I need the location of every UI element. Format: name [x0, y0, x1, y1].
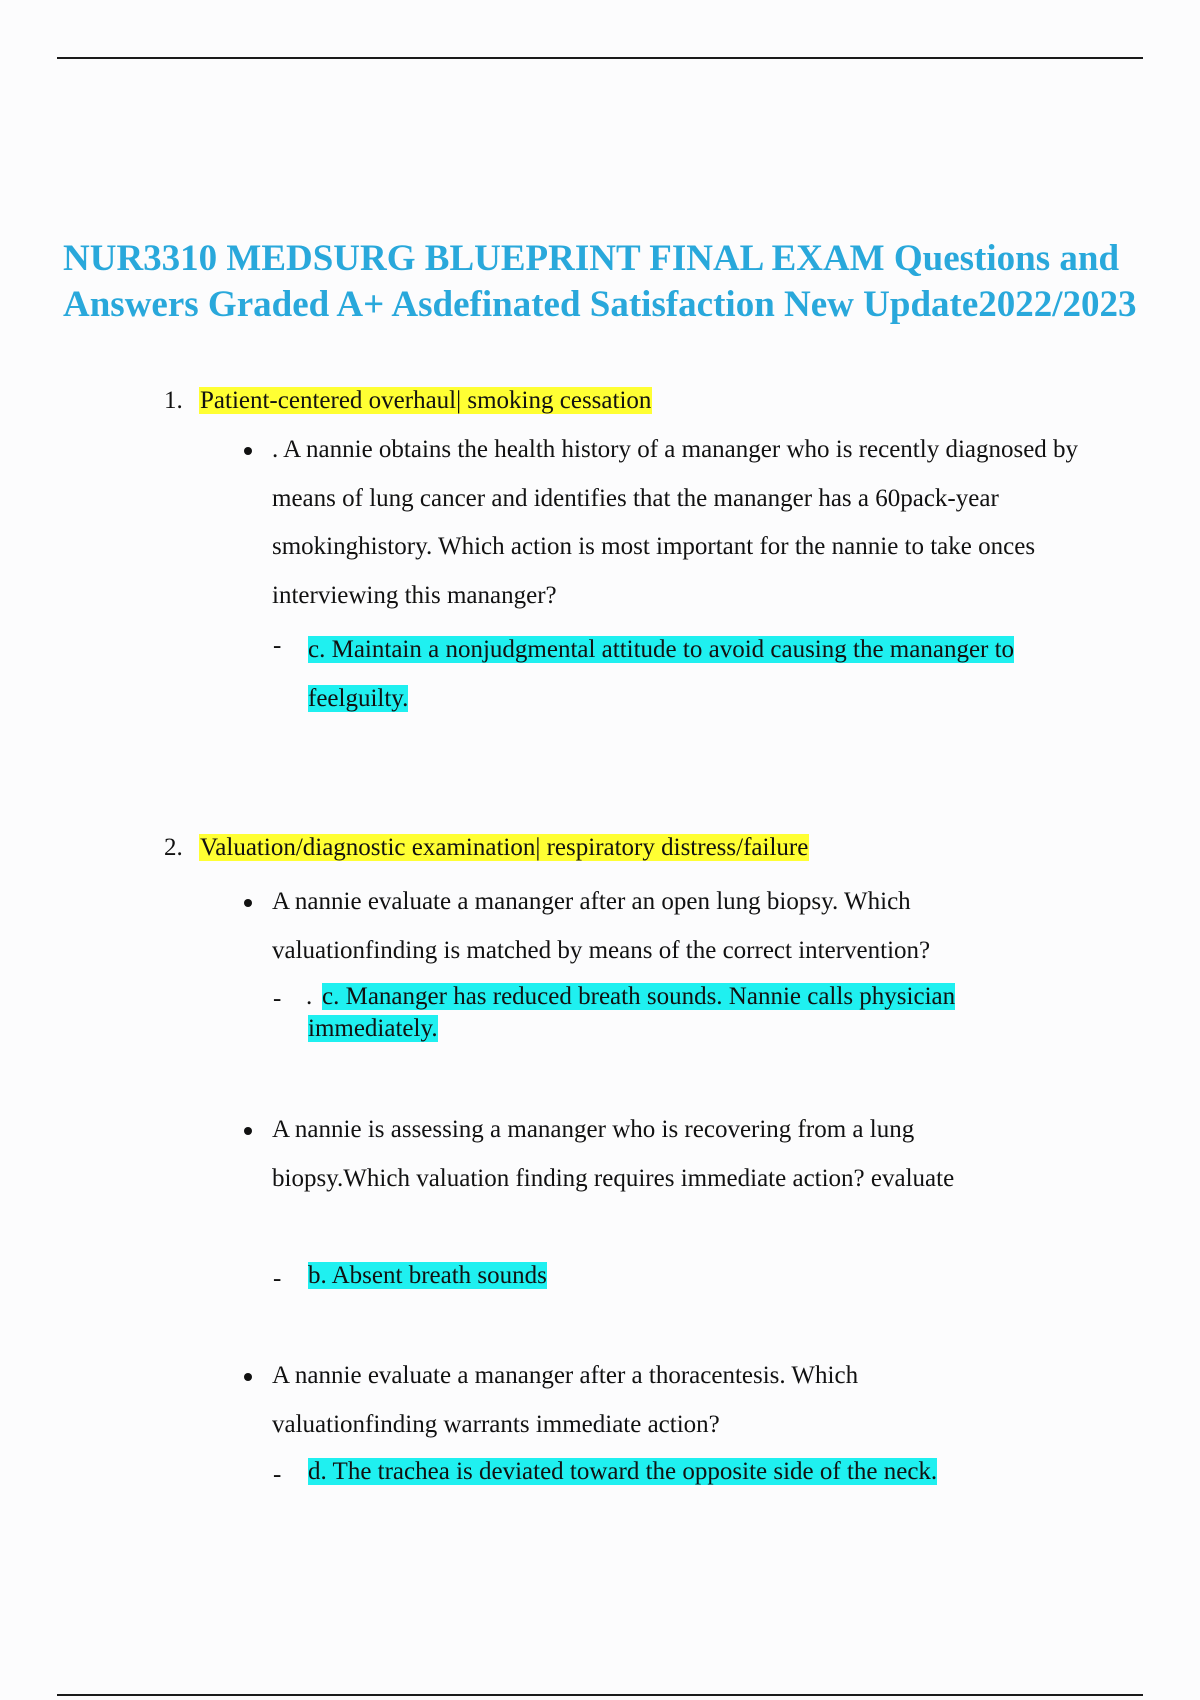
- section-2-question-3: A nannie evaluate a mananger after a thoracentesis. Which valuationfinding warrants immediate action?: [272, 1362, 859, 1438]
- answer-dash: -: [273, 985, 282, 1012]
- answer-highlight: b. Absent breath sounds: [308, 1262, 547, 1289]
- footer-rule: [57, 1694, 1143, 1696]
- bullet-icon: [244, 1373, 252, 1381]
- section-1-topic: [199, 385, 652, 417]
- header-rule: [57, 57, 1143, 59]
- answer-highlight: c. Mananger has reduced breath sounds. Nannie calls physician immediately.: [308, 983, 956, 1042]
- document-title: NUR3310 MEDSURG BLUEPRINT FINAL EXAM Questions and Answers Graded A+ Asdefinated Satisfaction New Update2022/2023: [63, 238, 1137, 325]
- answer-dash: -: [273, 1265, 282, 1292]
- section-2-number: 2.: [164, 834, 183, 861]
- section-1-number: 1.: [164, 387, 183, 414]
- section-1-question-1: . A nannie obtains the health history of a mananger who is recently diagnosed by means of lung cancer and identifies that the mananger has a 60pack-year smokinghistory. Which action is most important for the nannie to take onces interviewing this mananger?: [272, 436, 1079, 609]
- section-1-answer-1: [308, 625, 1116, 723]
- answer-dash: -: [273, 632, 282, 659]
- section-2-answer-3: [308, 1456, 937, 1488]
- section-2-question-1: A nannie evaluate a mananger after an open lung biopsy. Which valuationfinding is matched by means of the correct intervention?: [272, 888, 931, 964]
- answer-prefix: .: [306, 983, 313, 1010]
- section-2-answer-2: [308, 1260, 547, 1292]
- answer-dash: -: [273, 1461, 282, 1488]
- section-1-topic-label: Patient-centered overhaul| smoking cessation: [200, 387, 652, 414]
- bullet-icon: [244, 1127, 252, 1135]
- bullet-icon: [244, 899, 252, 907]
- section-2-topic-label: Valuation/diagnostic examination| respiratory distress/failure: [200, 834, 809, 861]
- bullet-icon: [244, 447, 252, 455]
- answer-highlight: d. The trachea is deviated toward the opposite side of the neck.: [308, 1458, 938, 1485]
- section-2-topic: [199, 832, 809, 864]
- answer-highlight: c. Maintain a nonjudgmental attitude to avoid causing the mananger to feelguilty.: [308, 636, 1015, 712]
- section-2-answer-1: [308, 981, 1048, 1045]
- section-2-question-2: A nannie is assessing a mananger who is recovering from a lung biopsy.Which valuation finding requires immediate action? evaluate: [272, 1116, 955, 1192]
